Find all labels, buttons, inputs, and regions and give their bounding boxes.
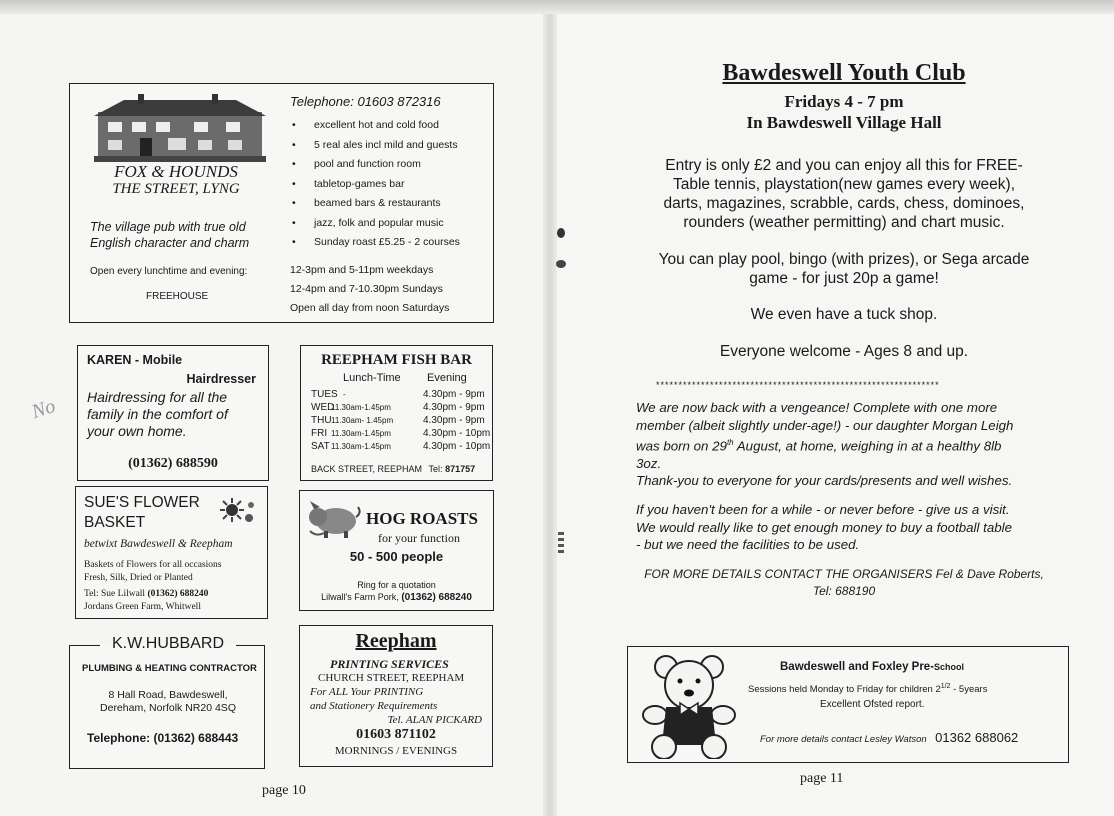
fish-bar-col-lunch: Lunch-Time (343, 372, 401, 384)
pub-illustration (94, 94, 266, 162)
fish-bar-evening: 4.30pm - 9pm (423, 415, 485, 426)
superscript: th (726, 438, 734, 447)
printing-for-all: For ALL Your PRINTING (310, 686, 424, 698)
preschool-phone: 01362 688062 (935, 730, 1019, 745)
fish-bar-lunch: - (343, 390, 346, 399)
teddy-bear-icon (640, 653, 738, 759)
pig-icon (306, 499, 362, 539)
hog-people: 50 - 500 people (349, 549, 444, 564)
fish-bar-day: WED (311, 402, 335, 413)
fox-hounds-ad (69, 83, 494, 323)
fish-bar-day: THU (311, 415, 332, 426)
youth-club-news (636, 399, 1076, 490)
flower-subtitle: betwixt Bawdeswell & Reepham (84, 538, 233, 550)
fish-bar-lunch: 11.30am-1.45pm (331, 403, 391, 412)
fish-bar-row (311, 440, 493, 453)
flower-tel-number: (01362) 688240 (147, 589, 209, 599)
preschool-contact (760, 729, 1018, 747)
hubbard-subtitle: PLUMBING & HEATING CONTRACTOR (82, 663, 257, 674)
feature-item: • pool and function room (290, 155, 460, 175)
flower-basket-ad (75, 486, 268, 619)
hog-title: HOG ROASTS (366, 509, 478, 528)
fish-bar-lunch: 11.30am-1.45pm (331, 442, 391, 451)
pub-name: FOX & HOUNDS (114, 162, 238, 181)
page-number-left: page 10 (262, 783, 306, 798)
text-line: Entry is only £2 and you can enjoy all this for FREE- (665, 157, 1023, 174)
hubbard-phone-label: Telephone: (87, 731, 151, 745)
printing-phone: 01603 871102 (356, 727, 436, 742)
feature-item: • beamed bars & restaurants (290, 194, 460, 214)
youth-club-visit (636, 501, 1076, 554)
youth-club-where: In Bawdeswell Village Hall (746, 113, 942, 132)
page-number-right: page 11 (800, 771, 844, 786)
binding-mark (556, 260, 566, 268)
hog-ring: Ring for a quotation (357, 580, 436, 590)
pub-telephone: Telephone: 01603 872316 (290, 94, 441, 109)
karen-desc: family in the comfort of (87, 406, 228, 422)
flower-tel-prefix: Tel: Sue Lilwall (84, 589, 146, 599)
text-fragment: August, at home, weighing in at a healthy 8lb (733, 438, 1002, 454)
text-line: member (albeit slightly under-age!) - our daughter Morgan Leigh (636, 417, 1014, 433)
youth-club-games (600, 250, 1088, 288)
youth-club-welcome: Everyone welcome - Ages 8 and up. (719, 343, 969, 360)
karen-hairdresser-ad (77, 345, 269, 481)
flower-title: BASKET (84, 514, 146, 531)
text-line: We are now back with a vengeance! Complete with one more (636, 400, 998, 415)
printing-times: MORNINGS / EVENINGS (334, 745, 458, 757)
printing-stationery: and Stationery Requirements (310, 700, 438, 712)
hubbard-ad (69, 635, 265, 769)
hubbard-title: K.W.HUBBARD (111, 635, 224, 652)
hubbard-address: Dereham, Norfolk NR20 4SQ (100, 702, 236, 714)
text-line: You can play pool, bingo (with prizes), or Sega arcade (658, 251, 1030, 268)
text-fragment: was born on 29 (636, 438, 727, 454)
text-fragment: Sessions held Monday to Friday for children 2 (748, 684, 941, 696)
fish-bar-title: REEPHAM FISH BAR (321, 352, 472, 368)
youth-club-tel: Tel: 688190 (812, 584, 876, 598)
text-line: game - for just 20p a game! (749, 270, 939, 287)
text-line: We would really like to get enough money to buy a football table (636, 519, 1012, 535)
text-line (636, 434, 1076, 455)
karen-phone: (01362) 688590 (128, 456, 218, 471)
fish-bar-row (311, 414, 493, 427)
pub-opening: Open every lunchtime and evening: (90, 266, 248, 277)
top-edge (0, 0, 1114, 14)
feature-item: • jazz, folk and popular music (290, 214, 460, 234)
feature-item: • 5 real ales incl mild and guests (290, 136, 460, 156)
fish-bar-evening: 4.30pm - 10pm (423, 441, 491, 452)
feature-item: • tabletop-games bar (290, 175, 460, 195)
hog-tel: (01362) 688240 (401, 592, 472, 603)
binding-mark (557, 228, 565, 238)
fish-bar-day: TUES (311, 389, 338, 400)
fish-bar-evening: 4.30pm - 10pm (423, 428, 491, 439)
flower-title: SUE'S FLOWER (84, 494, 200, 511)
flower-farm: Jordans Green Farm, Whitwell (84, 602, 201, 612)
preschool-title-small: School (934, 662, 965, 672)
fish-bar-lunch: 11.30am-1.45pm (331, 429, 391, 438)
fish-bar-row (311, 388, 493, 401)
youth-club-title: Bawdeswell Youth Club (722, 60, 966, 86)
karen-desc: Hairdressing for all the (87, 389, 228, 405)
preschool-title-main: Bawdeswell and Foxley Pre- (780, 661, 935, 673)
fish-bar-lunch: 11.30am- 1.45pm (331, 416, 394, 425)
fish-bar-row (311, 427, 493, 440)
pub-tagline: The village pub with true old (90, 220, 246, 234)
flower-tel (84, 589, 208, 599)
hubbard-address: 8 Hall Road, Bawdeswell, (108, 689, 228, 701)
preschool-ad (627, 646, 1069, 763)
fish-bar-tel-label: Tel: (428, 464, 443, 474)
pub-features (290, 116, 460, 253)
flower-line: Fresh, Silk, Dried or Planted (84, 573, 193, 583)
text-line: rounders (weather permitting) and chart music. (683, 214, 1005, 231)
superscript: 1/2 (940, 683, 951, 690)
hog-farm: Lilwall's Farm Pork, (321, 592, 399, 602)
karen-desc: your own home. (87, 423, 187, 439)
hog-roasts-ad (299, 490, 494, 611)
pub-hours: Open all day from noon Saturdays (290, 302, 450, 314)
text-fragment: - 5years (950, 684, 988, 696)
karen-title: KAREN - Mobile (87, 353, 183, 367)
flower-line: Baskets of Flowers for all occasions (84, 560, 222, 570)
pub-hours: 12-3pm and 5-11pm weekdays (290, 264, 434, 276)
printing-contact: Tel. ALAN PICKARD (387, 714, 482, 726)
preschool-title (780, 661, 964, 673)
preschool-sessions (748, 683, 987, 695)
youth-club-when: Fridays 4 - 7 pm (784, 92, 904, 111)
hubbard-phone-number: (01362) 688443 (153, 731, 239, 745)
pub-freehouse: FREEHOUSE (146, 291, 209, 302)
fish-bar-col-evening: Evening (427, 372, 467, 384)
fish-bar-tel: 871757 (445, 464, 476, 474)
hog-subtitle: for your function (378, 531, 460, 545)
hubbard-phone (87, 731, 238, 745)
text-line: If you haven't been for a while - or never before - give us a visit. (636, 502, 1010, 517)
text-line: - but we need the facilities to be used. (636, 537, 860, 552)
youth-club-activities (600, 156, 1088, 232)
fish-bar-evening: 4.30pm - 9pm (423, 402, 485, 413)
printing-title: Reepham (355, 630, 437, 652)
printing-subtitle: PRINTING SERVICES (330, 657, 449, 671)
preschool-contact-text: For more details contact Lesley Watson (760, 734, 927, 745)
flower-icon (216, 495, 258, 529)
preschool-ofsted: Excellent Ofsted report. (820, 699, 925, 710)
pub-hours: 12-4pm and 7-10.30pm Sundays (290, 283, 443, 295)
text-line: Table tennis, playstation(new games every week), (672, 176, 1016, 193)
fish-bar-footer (311, 464, 475, 474)
text-line: Thank-you to everyone for your cards/presents and well wishes. (636, 473, 1013, 489)
printing-ad (299, 625, 493, 767)
fish-bar-day: SAT (311, 441, 330, 452)
karen-title-2: Hairdresser (186, 372, 256, 386)
binding-mark (558, 532, 564, 554)
fish-bar-day: FRI (311, 428, 328, 439)
fish-bar-address: BACK STREET, REEPHAM (311, 464, 423, 474)
pub-tagline: English character and charm (90, 236, 250, 250)
pub-address: THE STREET, LYNG (112, 181, 240, 197)
feature-item: • excellent hot and cold food (290, 116, 460, 136)
fish-bar-evening: 4.30pm - 9pm (423, 389, 485, 400)
fish-bar-row (311, 401, 493, 414)
feature-item: • Sunday roast £5.25 - 2 courses (290, 233, 460, 253)
fish-bar-ad (300, 345, 493, 481)
page-fold (543, 0, 557, 816)
handwritten-note: No (29, 394, 59, 424)
hog-contact (300, 592, 493, 603)
youth-club-contact: FOR MORE DETAILS CONTACT THE ORGANISERS Fel & Dave Roberts, (644, 567, 1044, 581)
divider-stars: *************************************************************** (656, 380, 940, 390)
youth-club-tuck-shop: We even have a tuck shop. (750, 306, 938, 323)
text-line: darts, magazines, scrabble, cards, chess, dominoes, (663, 195, 1025, 212)
printing-street: CHURCH STREET, REEPHAM (318, 672, 465, 684)
text-line: 3oz. (636, 455, 662, 471)
fish-bar-table (311, 388, 493, 453)
